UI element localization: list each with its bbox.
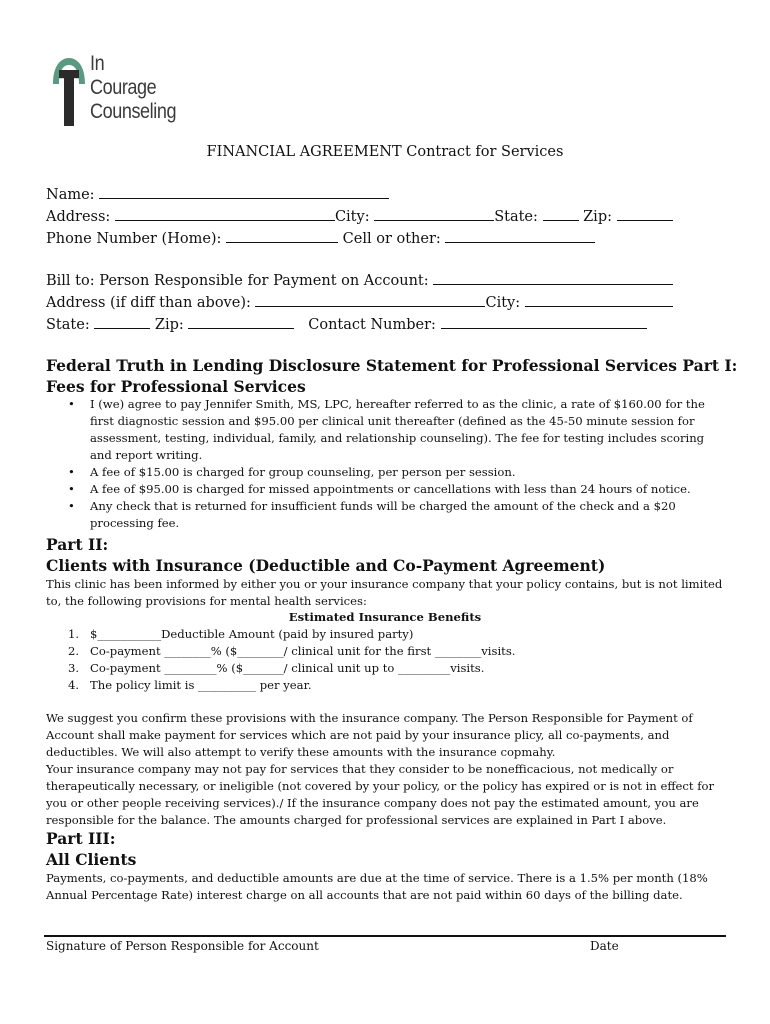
name-row xyxy=(46,184,389,205)
logo-word-courage: Courage xyxy=(90,76,157,99)
benefit-item: 1. $___________Deductible Amount (paid by insured party) xyxy=(68,627,414,641)
part1-heading: Federal Truth in Lending Disclosure Statement for Professional Services Part I: xyxy=(46,356,738,375)
logo-word-counseling: Counseling xyxy=(90,100,177,123)
contact-number-field[interactable] xyxy=(441,314,647,329)
part3-subheading: All Clients xyxy=(46,850,137,869)
benefit-item: 3. Co-payment _________% ($_______/ clinical unit up to _________visits. xyxy=(68,661,485,675)
benefit-item: 4. The policy limit is __________ per year. xyxy=(68,678,312,692)
address-field[interactable] xyxy=(115,206,335,221)
phone-home-field[interactable] xyxy=(226,228,338,243)
bill-to-field[interactable] xyxy=(433,270,673,285)
insurance-paragraph-2: Your insurance company may not pay for services that they consider to be nonefficacious, not medically or therapeutically necessary, or ineligible (not covered by your policy, or the policy has expired or is not in effect for you or other people receiving services)./ If the insurance company does not pay the estimated amount, you are responsible for the balance. The amounts charged for professional services are explained in Part I above. xyxy=(46,762,715,827)
billing-state-row xyxy=(46,314,647,335)
name-field[interactable] xyxy=(99,184,389,199)
document-title: FINANCIAL AGREEMENT Contract for Services xyxy=(206,144,564,160)
billing-state-field[interactable] xyxy=(94,314,150,329)
fee-item: • I (we) agree to pay Jennifer Smith, MS, LPC, hereafter referred to as the clinic, a rate of $160.00 for the first diagnostic session and $95.00 per clinical unit thereafter (defined as the 45-50 minute session for assessment, testing, individual, family, and relationship counseling). The fee for testing includes scoring and report writing. xyxy=(46,396,726,464)
zip-label: Zip: xyxy=(583,209,612,225)
date-label: Date xyxy=(590,939,619,953)
fee-item: • A fee of $15.00 is charged for group counseling, per person per session. xyxy=(46,464,726,481)
fee-item: • A fee of $95.00 is charged for missed appointments or cancellations with less than 24 hours of notice. xyxy=(46,481,726,498)
part3-heading: Part III: xyxy=(46,829,116,848)
city-field[interactable] xyxy=(374,206,494,221)
signature-label: Signature of Person Responsible for Account xyxy=(46,939,319,953)
insurance-intro: This clinic has been informed by either you or your insurance company that your policy contains, but is not limited to, the following provisions for mental health services: xyxy=(46,577,723,608)
signature-line[interactable] xyxy=(44,935,726,937)
phone-row xyxy=(46,228,595,249)
state-label: State: xyxy=(494,209,538,225)
cell-label: Cell or other: xyxy=(342,231,441,247)
fee-item: • Any check that is returned for insufficient funds will be charged the amount of the check and a $20 processing fee. xyxy=(46,498,726,532)
address-row xyxy=(46,206,673,227)
incourage-logo xyxy=(50,52,190,132)
phone-home-label: Phone Number (Home): xyxy=(46,231,222,247)
all-clients-text: Payments, co-payments, and deductible amounts are due at the time of service. There is a 1.5% per month (18% Annual Percentage Rate) interest charge on all accounts that are not paid within 60 days of the billing date. xyxy=(46,871,708,902)
part2-subheading: Clients with Insurance (Deductible and Co-Payment Agreement) xyxy=(46,556,606,575)
name-label: Name: xyxy=(46,187,95,203)
zip-field[interactable] xyxy=(617,206,673,221)
billing-address-row xyxy=(46,292,673,313)
billing-city-field[interactable] xyxy=(525,292,673,307)
billing-zip-field[interactable] xyxy=(188,314,294,329)
part1-subheading: Fees for Professional Services xyxy=(46,377,306,396)
bill-to-row xyxy=(46,270,673,291)
city-label: City: xyxy=(334,209,370,225)
billing-city-label: City: xyxy=(485,295,521,311)
billing-address-label: Address (if diff than above): xyxy=(46,295,251,311)
billing-zip-label: Zip: xyxy=(154,317,184,333)
benefits-title: Estimated Insurance Benefits xyxy=(288,610,482,624)
benefits-list xyxy=(46,626,515,694)
benefit-item: 2. Co-payment ________% ($________/ clinical unit for the first ________visits. xyxy=(68,644,516,658)
address-label: Address: xyxy=(46,209,111,225)
state-field[interactable] xyxy=(543,206,579,221)
logo-mark-icon xyxy=(50,54,90,128)
insurance-paragraph-1: We suggest you confirm these provisions with the insurance company. The Person Responsible for Payment of Account shall make payment for services which are not paid by your insurance plicy, all co-payments, and deductibles. We will also attempt to verify these amounts with the insurance copmahy. xyxy=(46,711,693,759)
contact-number-label: Contact Number: xyxy=(308,317,436,333)
logo-text xyxy=(90,52,176,124)
cell-field[interactable] xyxy=(445,228,595,243)
fees-list xyxy=(46,396,726,532)
logo-word-in: In xyxy=(90,52,105,75)
part2-heading: Part II: xyxy=(46,535,109,554)
bill-to-label: Bill to: Person Responsible for Payment on Account: xyxy=(46,273,429,289)
billing-address-field[interactable] xyxy=(255,292,485,307)
billing-state-label: State: xyxy=(46,317,90,333)
